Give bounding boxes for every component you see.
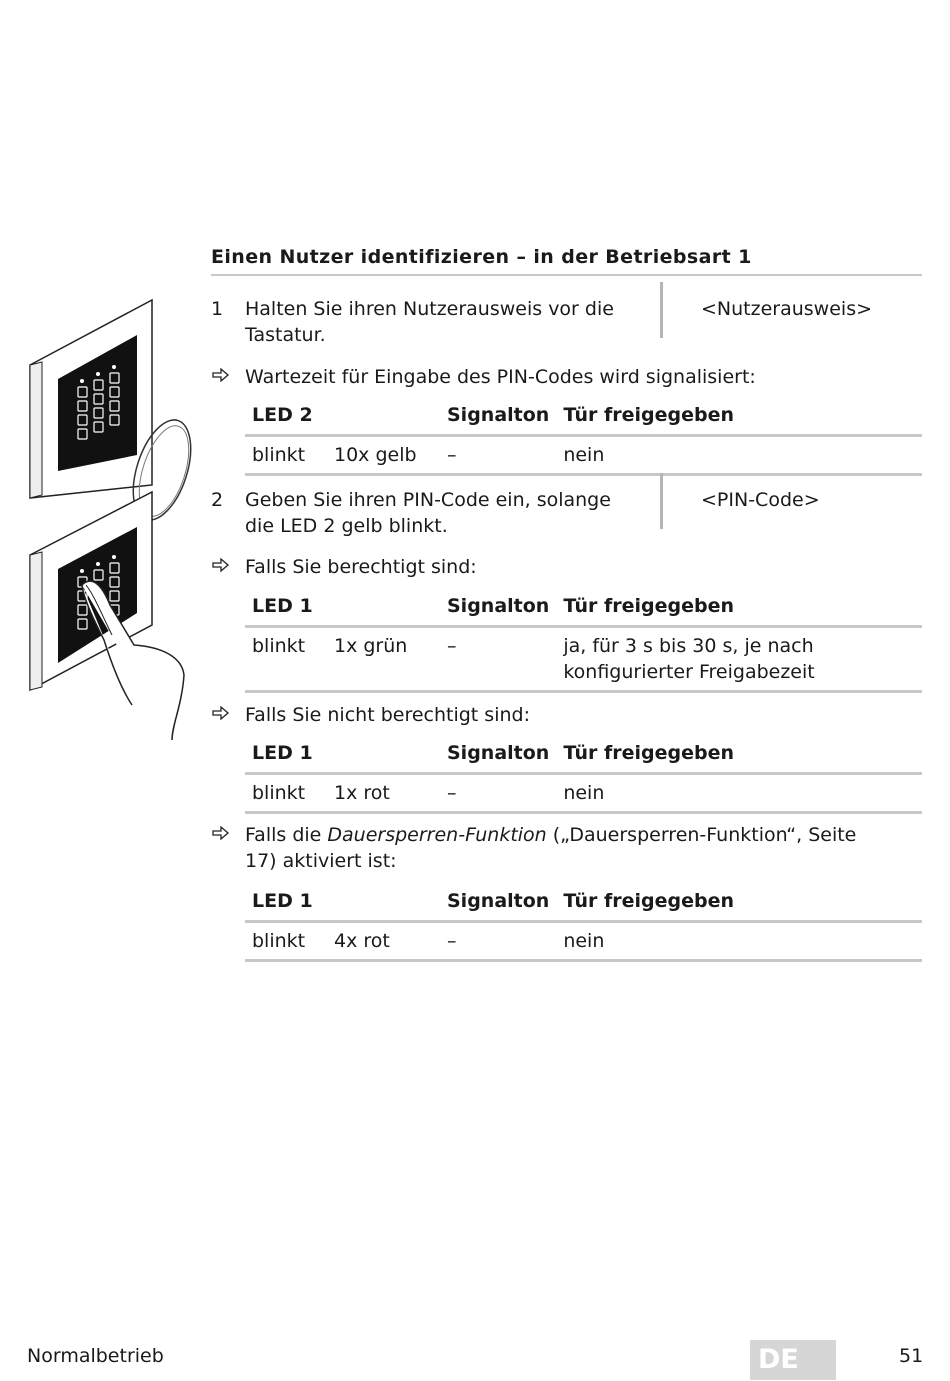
cell-signalton: – <box>440 922 556 961</box>
header-led: LED 1 <box>245 738 327 774</box>
cell-signalton: – <box>440 436 556 475</box>
step-text: Geben Sie ihren PIN-Code ein, solange die LED 2 gelb blinkt. <box>245 489 611 537</box>
header-blank <box>327 591 440 627</box>
cell-tuer: nein <box>556 436 922 475</box>
table-row <box>245 922 922 961</box>
step-parameter: <PIN-Code> <box>701 489 820 511</box>
step-parameter: <Nutzerausweis> <box>701 298 873 320</box>
cell-signalton: – <box>440 627 556 692</box>
cell-tuer: nein <box>556 922 922 961</box>
cell-led-state: blinkt <box>245 922 327 961</box>
header-led: LED 2 <box>245 400 327 436</box>
cell-led-pattern: 1x rot <box>327 774 440 813</box>
header-tuer: Tür freigegeben <box>556 738 922 774</box>
result-text: Falls Sie nicht berechtigt sind: <box>245 704 530 726</box>
header-blank <box>327 400 440 436</box>
cell-led-state: blinkt <box>245 774 327 813</box>
table-row <box>245 627 922 692</box>
result-arrow-icon <box>211 823 231 843</box>
cell-led-pattern: 10x gelb <box>327 436 440 475</box>
header-signalton: Signalton <box>440 400 556 436</box>
cell-tuer: nein <box>556 774 922 813</box>
result-text: Falls Sie berechtigt sind: <box>245 556 477 578</box>
result-text-post: („Dauersperren-Funktion“, Seite 17) aktiviert ist: <box>245 824 857 872</box>
step-number: 2 <box>211 489 224 511</box>
cell-led-state: blinkt <box>245 627 327 692</box>
header-blank <box>327 738 440 774</box>
keypad-with-card-drawing <box>30 300 197 527</box>
result-text: Wartezeit für Eingabe des PIN-Codes wird signalisiert: <box>245 366 756 388</box>
result-arrow-icon <box>211 555 231 575</box>
table-header-row <box>245 886 922 922</box>
header-led: LED 1 <box>245 886 327 922</box>
result-text-emphasis: Dauersperren-Funktion <box>327 824 547 846</box>
header-signalton: Signalton <box>440 591 556 627</box>
signal-table-4 <box>245 886 922 962</box>
result-arrow-icon <box>211 703 231 723</box>
cell-led-pattern: 4x rot <box>327 922 440 961</box>
result-arrow-icon <box>211 365 231 385</box>
header-signalton: Signalton <box>440 738 556 774</box>
keypad-illustration <box>22 295 197 745</box>
table-header-row <box>245 738 922 774</box>
cell-signalton: – <box>440 774 556 813</box>
keypad-with-finger-drawing <box>30 492 184 740</box>
signal-table-2 <box>245 591 922 693</box>
section-heading: Einen Nutzer identifizieren – in der Betriebsart 1 <box>211 246 922 276</box>
cell-tuer: ja, für 3 s bis 30 s, je nach konfigurierter Freigabezeit <box>556 627 922 692</box>
column-divider <box>660 473 663 529</box>
result-text <box>245 822 885 874</box>
signal-table-3 <box>245 738 922 814</box>
header-tuer: Tür freigegeben <box>556 886 922 922</box>
table-row <box>245 436 922 475</box>
cell-led-state: blinkt <box>245 436 327 475</box>
page-number: 51 <box>899 1345 924 1367</box>
column-divider <box>660 282 663 338</box>
step-number: 1 <box>211 298 224 320</box>
header-tuer: Tür freigegeben <box>556 591 922 627</box>
table-row <box>245 774 922 813</box>
cell-led-pattern: 1x grün <box>327 627 440 692</box>
table-header-row <box>245 400 922 436</box>
header-signalton: Signalton <box>440 886 556 922</box>
header-tuer: Tür freigegeben <box>556 400 922 436</box>
header-led: LED 1 <box>245 591 327 627</box>
table-header-row <box>245 591 922 627</box>
language-badge: DE <box>750 1340 836 1380</box>
step-text: Halten Sie ihren Nutzerausweis vor die Tastatur. <box>245 298 614 346</box>
signal-table-1 <box>245 400 922 476</box>
footer-section-title: Normalbetrieb <box>27 1345 164 1367</box>
header-blank <box>327 886 440 922</box>
result-text-pre: Falls die <box>245 824 328 846</box>
